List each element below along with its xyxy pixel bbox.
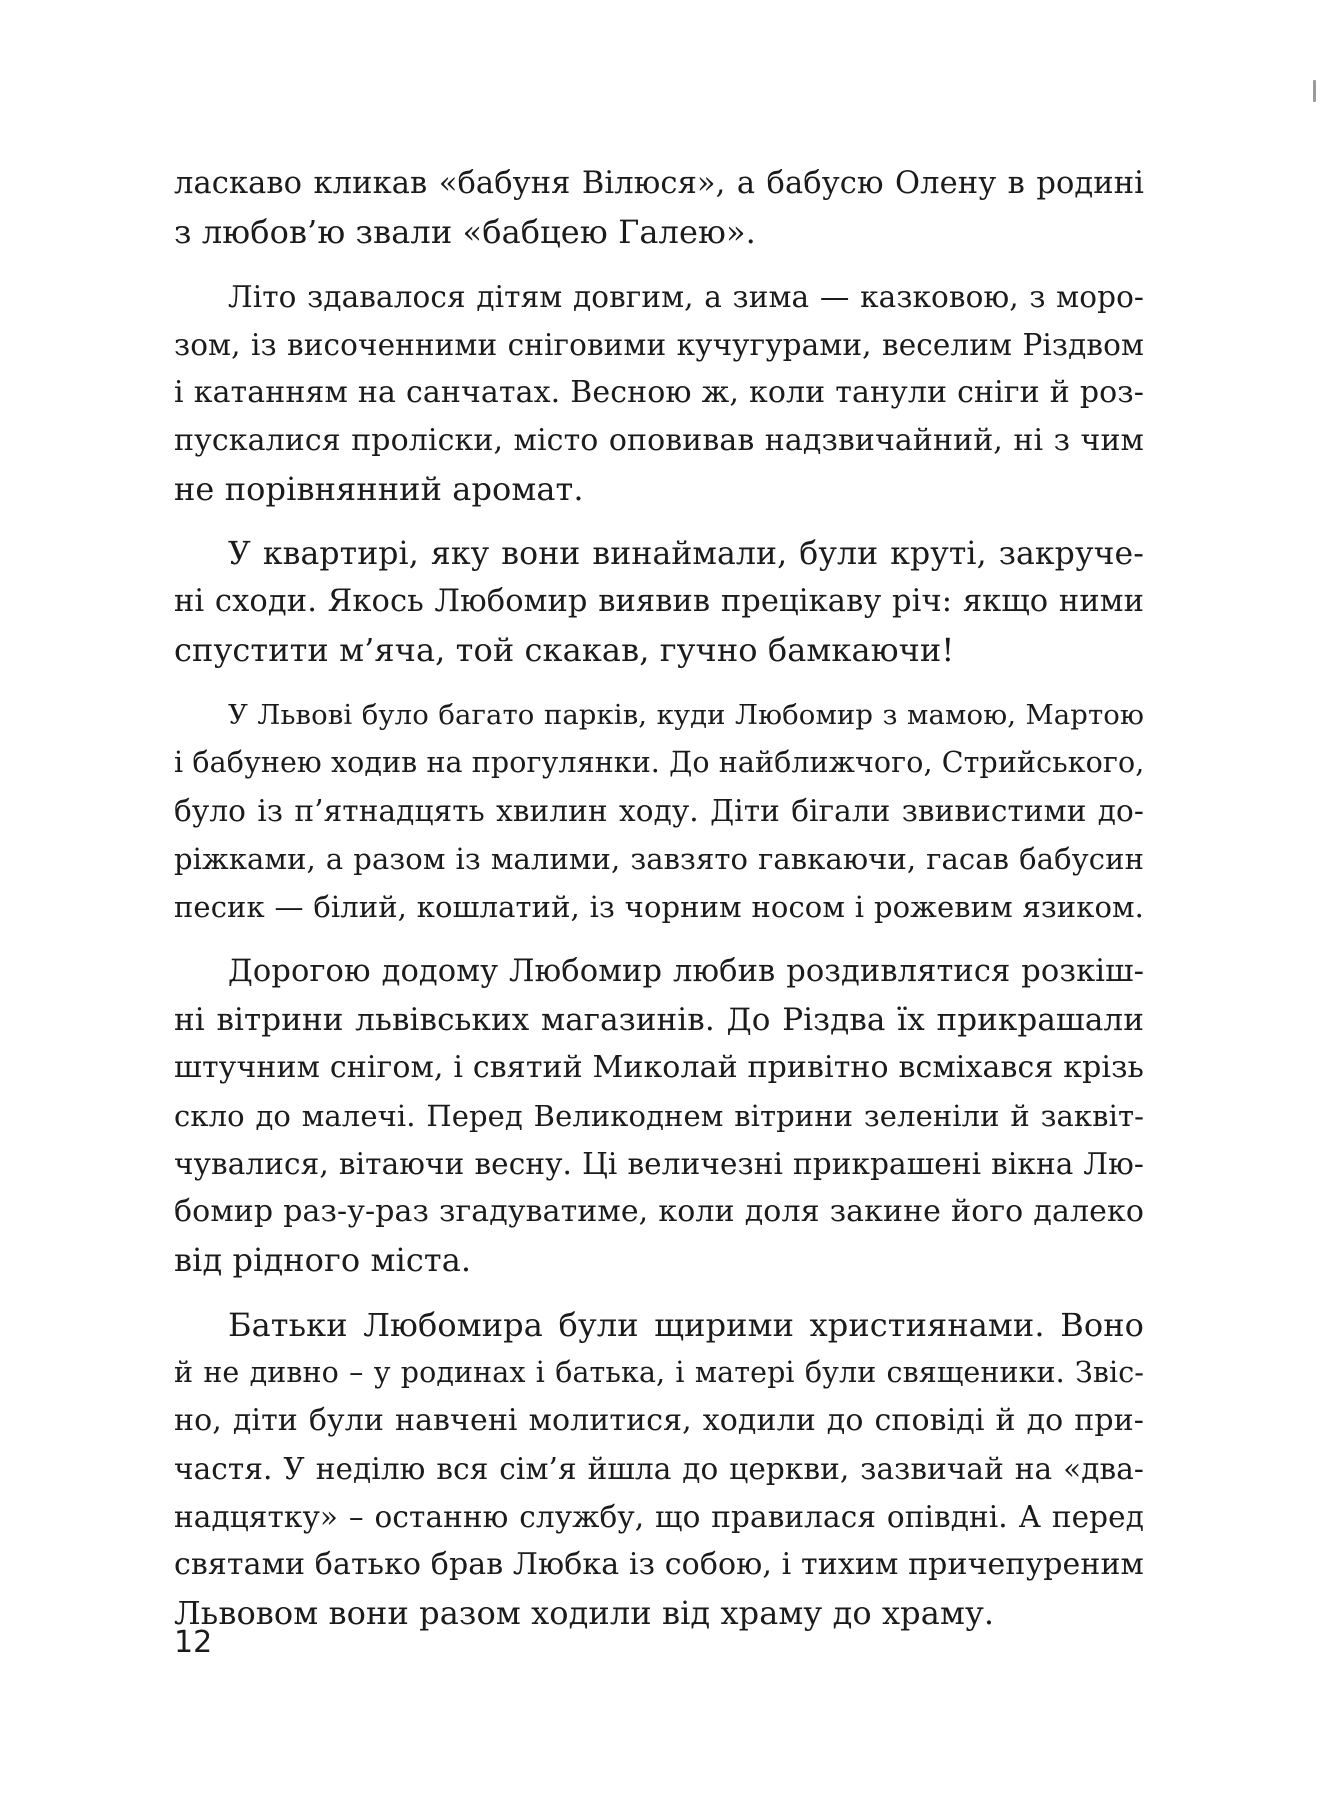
text-line: і бабунею ходив на прогулянки. До найближчого, Стрийського, [174,746,1145,779]
text-line: бомир раз-у-раз згадуватиме, коли доля закине його далеко [174,1194,1144,1229]
paragraph-2 [174,273,1144,513]
text-line: песик — білий, кошлатий, із чорним носом і рожевим язиком. [174,890,1144,924]
text-line: було із п’ятнадцять хвилин ходу. Діти бігали звивистими до- [174,794,1144,828]
text-line: У Львові було багато парків, куди Любомир з мамою, Мартою [228,699,1144,731]
text-line: і катанням на санчатах. Весною ж, коли танули сніги й роз- [174,375,1144,410]
text-line: Дорогою додому Любомир любив роздивлятися розкіш- [228,954,1144,989]
text-line: пускалися проліски, місто оповивав надзвичайний, ні з чим [174,423,1144,458]
text-line: ні вітрини львівських магазинів. До Різдва їх прикрашали [174,1002,1144,1038]
text-line: святами батько брав Любка із собою, і тихим причепуреним [174,1547,1144,1582]
text-line: зом, із височенними сніговими кучугурами, веселим Різдвом [174,328,1144,362]
text-line: й не дивно – у родинах і батька, і матері були священики. Звіс- [174,1356,1144,1389]
paragraph-5 [174,948,1144,1284]
paragraph-1 [174,160,1144,256]
text-line: но, діти були навчені молитися, ходили до сповіді й до при- [174,1403,1144,1438]
text-line: від рідного міста. [174,1241,472,1279]
text-line: не порівнянний аромат. [174,470,584,508]
page-edge-mark [1313,80,1316,102]
paragraph-4 [174,691,1144,931]
text-line: скло до малечі. Перед Великоднем вітрини зеленіли й заквіт- [174,1099,1144,1133]
text-line: штучним снігом, і святий Миколай привітно всміхався крізь [174,1050,1144,1085]
text-line: частя. У неділю вся сім’я йшла до церкви, зазвичай на «два- [174,1452,1144,1486]
text-line: ласкаво кликав «бабуня Вілюся», а бабусю Олену в родині [174,166,1144,201]
text-line: Літо здавалося дітям довгим, а зима — казковою, з моро- [228,280,1144,314]
text-line: Батьки Любомира були щирими християнами. Воно [228,1306,1144,1344]
text-line: Львовом вони разом ходили від храму до храму. [174,1594,995,1632]
text-line: надцятку» – останню службу, що правилася опівдні. А перед [174,1500,1144,1534]
text-line: з любов’ю звали «бабцею Галею». [174,213,756,251]
paragraph-3 [174,530,1144,674]
text-line: У квартирі, яку вони винаймали, були круті, закруче- [228,536,1144,572]
body-text [174,160,1144,1654]
paragraph-6 [174,1301,1144,1637]
text-line: чувалися, вітаючи весну. Ці величезні прикрашені вікна Лю- [174,1147,1144,1181]
text-line: спустити м’яча, той скакав, гучно бамкаючи! [174,631,955,669]
text-line: ні сходи. Якось Любомир виявив прецікаву річ: якщо ними [174,584,1144,619]
text-line: ріжками, а разом із малими, завзято гавкаючи, гасав бабусин [174,842,1144,876]
page-number: 12 [174,1625,213,1660]
